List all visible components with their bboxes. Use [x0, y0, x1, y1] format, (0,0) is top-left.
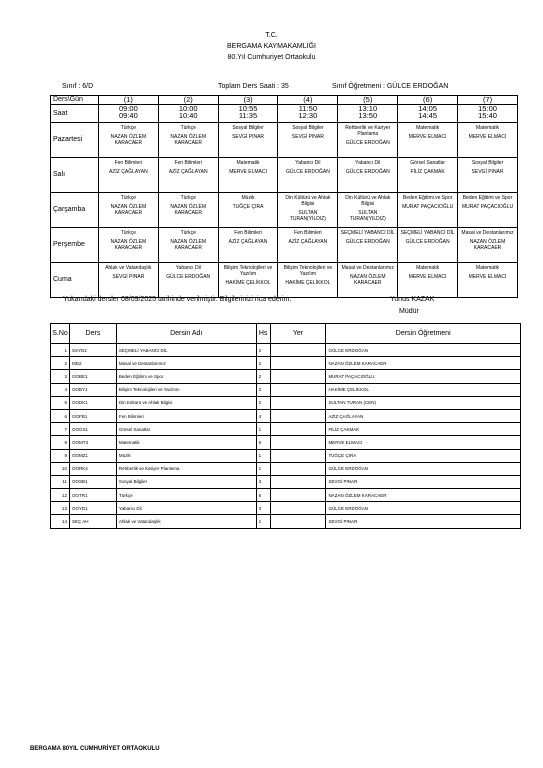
schedule-cell: [158, 263, 218, 298]
schedule-cell: [338, 263, 398, 298]
lesson-name: Ahlak ve Vatandaşlık: [105, 265, 152, 271]
course-name: Rehberlik ve Kariyer Planlama: [116, 462, 256, 475]
lesson-name: Fen Bilimleri: [174, 160, 202, 166]
teacher-name: SEVGİ PINAR: [291, 134, 324, 140]
course-code: OOTR1: [69, 489, 116, 502]
course-location: [270, 344, 326, 357]
day-name: Pazartesi: [51, 123, 99, 158]
teacher-name: MURAT PAÇACIOĞLU: [402, 204, 454, 210]
course-hours: 2: [256, 383, 270, 396]
course-location: [270, 383, 326, 396]
period-end: 12:30: [298, 111, 318, 120]
time-label: Saat: [51, 105, 99, 123]
teacher-name: HAKİME ÇELİKKOL: [285, 280, 331, 286]
course-code: OOSB1: [69, 475, 116, 488]
teacher-name: NAZAN ÖZLEM: [469, 239, 506, 245]
period-end: 13:50: [358, 111, 378, 120]
teacher-surname: KARACAER: [354, 280, 382, 286]
teacher-surname: KARACAER: [174, 210, 202, 216]
schedule-cell: [218, 228, 278, 263]
period-number: (3): [218, 96, 278, 105]
lesson-name: Yabancı Dil: [295, 160, 321, 166]
schedule-day-row: [51, 123, 518, 158]
schedule-cell: [98, 123, 158, 158]
schedule-cell: [98, 158, 158, 193]
schedule-cell: [338, 123, 398, 158]
course-number: 4: [51, 383, 70, 396]
class-label: Sınıf : 6/D: [62, 83, 94, 90]
course-number: 12: [51, 489, 70, 502]
lesson-name: Din Kültürü ve Ahlak Bilgisi: [285, 195, 331, 207]
course-location: [270, 489, 326, 502]
period-number: (7): [458, 96, 518, 105]
schedule-cell: [218, 193, 278, 228]
table-row: [51, 502, 521, 515]
table-row: [51, 409, 521, 422]
teacher-surname: KARACAER: [473, 245, 502, 251]
lesson-name: Beden Eğitimi ve Spor: [462, 195, 513, 201]
teacher-name: NAZAN ÖZLEM: [349, 274, 386, 280]
course-name: Fen Bilimleri: [116, 409, 256, 422]
course-number: 3: [51, 370, 70, 383]
table-row: [51, 475, 521, 488]
lesson-name: Türkçe: [180, 125, 196, 131]
course-teacher: NAZAN ÖZLEM KARACAER: [326, 489, 521, 502]
table-row: [51, 436, 521, 449]
period-start: 14:05: [418, 104, 438, 113]
course-location: [270, 515, 326, 528]
lesson-name: Fen Bilimleri: [234, 230, 262, 236]
period-time: [398, 105, 458, 123]
schedule-day-row: [51, 228, 518, 263]
lesson-name: Sosyal Bilgiler: [292, 125, 324, 131]
schedule-cell: [218, 158, 278, 193]
schedule-cell: [398, 158, 458, 193]
schedule-day-row: [51, 193, 518, 228]
table-row: [51, 383, 521, 396]
teacher-name: AZİZ ÇAĞLAYAN: [168, 169, 208, 175]
course-column-header: Dersin Öğretmeni: [326, 324, 521, 344]
course-code: SSYD2: [69, 344, 116, 357]
course-location: [270, 357, 326, 370]
teacher-surname: TURAN(YILDIZ): [349, 216, 386, 222]
course-hours: 3: [256, 502, 270, 515]
course-code: OOMZ1: [69, 449, 116, 462]
lesson-name: Türkçe: [120, 230, 136, 236]
lesson-name: Görsel Sanatlar: [410, 160, 445, 166]
teacher-surname: KARACAER: [174, 140, 202, 146]
period-time: [98, 105, 158, 123]
schedule-cell: [158, 158, 218, 193]
lesson-name: Matematik: [476, 265, 500, 271]
schedule-cell: [458, 263, 518, 298]
course-teacher: SEVGİ PINAR: [326, 475, 521, 488]
schedule-cell: [158, 193, 218, 228]
lesson-name: Masal ve Destanlarımız: [461, 230, 514, 236]
schedule-cell: [398, 123, 458, 158]
course-location: [270, 462, 326, 475]
schedule-cell: [218, 263, 278, 298]
schedule-cell: [278, 193, 338, 228]
course-number: 2: [51, 357, 70, 370]
course-location: [270, 502, 326, 515]
schedule-cell: [338, 158, 398, 193]
footer-school-name: BERGAMA 80YIL CUMHURİYET ORTAOKULU: [30, 746, 160, 752]
teacher-name: HAKİME ÇELİKKOL: [225, 280, 271, 286]
course-hours: 2: [256, 357, 270, 370]
lesson-name: Fen Bilimleri: [294, 230, 322, 236]
course-code: OOBE1: [69, 370, 116, 383]
teacher-name: NAZAN ÖZLEM: [170, 134, 206, 140]
course-location: [270, 370, 326, 383]
teacher-name: GÜLCE ERDOĞAN: [166, 274, 211, 280]
course-hours: 1: [256, 515, 270, 528]
teacher-surname: KARACAER: [174, 245, 202, 251]
table-row: [51, 370, 521, 383]
table-row: [51, 423, 521, 436]
course-hours: 1: [256, 423, 270, 436]
course-teacher: SEVGİ PINAR: [326, 515, 521, 528]
course-code: OODK1: [69, 396, 116, 409]
course-hours: 2: [256, 370, 270, 383]
period-end: 15:40: [478, 111, 497, 120]
lesson-name: Türkçe: [120, 195, 136, 201]
course-name: Yabancı Dil: [116, 502, 256, 515]
course-location: [270, 396, 326, 409]
table-row: [51, 449, 521, 462]
teacher-name: NAZAN ÖZLEM: [170, 204, 206, 210]
schedule-cell: [98, 228, 158, 263]
teacher-name: MERVE ELMACI: [468, 134, 507, 140]
schedule-cell: [98, 193, 158, 228]
course-code: SEÇ AH: [69, 515, 116, 528]
course-name: Beden Eğitimi ve Spor: [116, 370, 256, 383]
period-time: [218, 105, 278, 123]
lesson-name: Sosyal Bilgiler: [471, 160, 504, 166]
teacher-surname: KARACAER: [114, 140, 143, 146]
course-teacher: SULTAN TURAN (CEN): [326, 396, 521, 409]
course-name: Ahlak ve Vatandaşlık: [116, 515, 256, 528]
course-hours: 2: [256, 344, 270, 357]
table-row: [51, 515, 521, 528]
table-row: [51, 357, 521, 370]
teacher-name: AZİZ ÇAĞLAYAN: [288, 239, 328, 245]
lesson-name: Matematik: [236, 160, 260, 166]
course-name: Din Kültürü ve Ahlak Bilgisi: [116, 396, 256, 409]
period-time: [278, 105, 338, 123]
notice-text: Yukarıdaki dersler 08/09/2025 tarihinde verilmiştir. Bilgilerinizi rica ederim.: [63, 296, 292, 303]
schedule-cell: [458, 123, 518, 158]
table-row: [51, 396, 521, 409]
course-teacher: MERVE ELMACI: [326, 436, 521, 449]
course-name: Bilişim Teknolojileri ve Yazılımı: [116, 383, 256, 396]
course-column-header: Hs: [256, 324, 270, 344]
course-number: 14: [51, 515, 70, 528]
schedule-cell: [278, 228, 338, 263]
course-teacher: NAZAN ÖZLEM KARACAER: [326, 357, 521, 370]
course-number: 13: [51, 502, 70, 515]
course-number: 10: [51, 462, 70, 475]
period-end: 14:45: [418, 111, 438, 120]
course-teacher: GÜLCE ERDOĞAN: [326, 502, 521, 515]
period-start: 09:00: [118, 104, 138, 113]
class-teacher-label: Sınıf Öğretmeni : GÜLCE ERDOĞAN: [332, 83, 449, 90]
course-teacher: HAKİME ÇELİKKOL: [326, 383, 521, 396]
course-code: OOGS1: [69, 423, 116, 436]
schedule-cell: [398, 228, 458, 263]
period-time: [338, 105, 398, 123]
teacher-name: TUĞÇE ÇIRA: [232, 204, 264, 210]
lesson-name: Din Kültürü ve Ahlak Bilgisi: [345, 195, 391, 207]
course-name: Müzik: [116, 449, 256, 462]
course-number: 8: [51, 436, 70, 449]
schedule-day-row: [51, 263, 518, 298]
course-hours: 3: [256, 475, 270, 488]
table-row: [51, 489, 521, 502]
period-start: 10:00: [178, 104, 198, 113]
lesson-name: Fen Bilimleri: [114, 160, 143, 166]
schedule-cell: [458, 193, 518, 228]
period-number: (6): [398, 96, 458, 105]
lesson-name: Türkçe: [120, 125, 136, 131]
course-hours: 1: [256, 462, 270, 475]
course-column-header: Dersin Adı: [116, 324, 256, 344]
course-number: 11: [51, 475, 70, 488]
course-location: [270, 436, 326, 449]
course-code: OOYD1: [69, 502, 116, 515]
schedule-day-row: [51, 158, 518, 193]
period-time: [458, 105, 518, 123]
teacher-name: GÜLCE ERDOĞAN: [345, 169, 390, 175]
teacher-surname: KARACAER: [114, 210, 143, 216]
schedule-cell: [218, 123, 278, 158]
lesson-name: Matematik: [416, 125, 440, 131]
course-location: [270, 423, 326, 436]
course-header-row: [51, 324, 521, 344]
header-school: 80.Yıl Cumhuriyet Ortaokulu: [227, 54, 316, 61]
lesson-name: Bilişim Teknolojileri ve Yazılım: [283, 265, 333, 277]
period-number: (4): [278, 96, 338, 105]
course-teacher: AZİZ ÇAĞLAYAN: [326, 409, 521, 422]
period-number: (2): [158, 96, 218, 105]
lesson-name: Sosyal Bilgiler: [232, 125, 264, 131]
teacher-surname: KARACAER: [114, 245, 143, 251]
period-start: 13:10: [358, 104, 378, 113]
principal-name: Yunus KAZAK: [390, 296, 435, 303]
teacher-name: NAZAN ÖZLEM: [170, 239, 206, 245]
teacher-name: SEVGİ PINAR: [232, 134, 265, 140]
teacher-name: FİLİZ ÇAKMAK: [410, 169, 445, 175]
course-hours: 6: [256, 489, 270, 502]
teacher-name: MERVE ELMACI: [408, 274, 447, 280]
course-code: OOBY1: [69, 383, 116, 396]
course-teacher: GÜLCE ERDOĞAN: [326, 462, 521, 475]
schedule-cell: [338, 193, 398, 228]
lesson-name: Müzik: [241, 195, 255, 201]
course-name: Matematik: [116, 436, 256, 449]
course-code: OOFB1: [69, 409, 116, 422]
day-name: Salı: [51, 158, 99, 193]
course-name: SEÇMELİ YABANCI DİL: [116, 344, 256, 357]
schedule-cell: [278, 158, 338, 193]
teacher-surname: TURAN(YILDIZ): [289, 216, 326, 222]
course-number: 9: [51, 449, 70, 462]
teacher-name: GÜLCE ERDOĞAN: [345, 140, 390, 146]
principal-title: Müdür: [399, 308, 419, 315]
course-column-header: S.No: [51, 324, 70, 344]
lesson-name: Matematik: [416, 265, 440, 271]
lesson-name: Masal ve Destanlarımız: [341, 265, 394, 271]
teacher-name: SULTAN: [358, 210, 378, 216]
teacher-name: SEVGİ PINAR: [112, 274, 145, 280]
schedule-cell: [98, 263, 158, 298]
period-start: 11:50: [298, 104, 317, 113]
lesson-name: Bilişim Teknolojileri ve Yazılım: [223, 265, 273, 277]
total-hours-label: Toplam Ders Saati : 35: [218, 83, 289, 90]
course-location: [270, 475, 326, 488]
teacher-name: SULTAN: [298, 210, 318, 216]
schedule-cell: [458, 158, 518, 193]
teacher-name: GÜLCE ERDOĞAN: [285, 169, 330, 175]
schedule-cell: [158, 123, 218, 158]
day-name: Cuma: [51, 263, 99, 298]
teacher-name: AZİZ ÇAĞLAYAN: [228, 239, 268, 245]
course-teacher: FİLİZ ÇAKMAK: [326, 423, 521, 436]
teacher-name: MURAT PAÇACIOĞLU: [461, 204, 514, 210]
teacher-name: AZİZ ÇAĞLAYAN: [109, 169, 148, 175]
table-row: [51, 462, 521, 475]
schedule-cell: [338, 228, 398, 263]
course-number: 1: [51, 344, 70, 357]
period-start: 10:55: [238, 104, 258, 113]
course-hours: 4: [256, 409, 270, 422]
teacher-name: NAZAN ÖZLEM: [110, 239, 147, 245]
period-end: 10:40: [178, 111, 198, 120]
lesson-name: SEÇMELİ YABANCI DİL: [400, 230, 455, 236]
teacher-name: NAZAN ÖZLEM: [110, 204, 147, 210]
lesson-name: Türkçe: [180, 195, 196, 201]
teacher-name: NAZAN ÖZLEM: [110, 134, 147, 140]
lesson-name: Matematik: [476, 125, 500, 131]
period-end: 11:35: [238, 111, 258, 120]
teacher-name: SEVGİ PINAR: [471, 169, 504, 175]
schedule-cell: [278, 123, 338, 158]
header-district: BERGAMA KAYMAKAMLIĞI: [227, 43, 316, 50]
schedule-period-row: [51, 96, 518, 105]
lesson-name: Türkçe: [180, 230, 196, 236]
course-code: OOMT3: [69, 436, 116, 449]
table-row: [51, 344, 521, 357]
course-teacher: TUĞÇE ÇIRA: [326, 449, 521, 462]
teacher-name: GÜLCE ERDOĞAN: [345, 239, 390, 245]
course-teacher: MURAT PAÇACIOĞLU: [326, 370, 521, 383]
lesson-name: Yabancı Dil: [175, 265, 201, 271]
schedule-cell: [158, 228, 218, 263]
course-hours: 1: [256, 449, 270, 462]
period-number: (1): [98, 96, 158, 105]
corner-label: Ders\Gün: [51, 96, 99, 105]
course-hours: 2: [256, 396, 270, 409]
schedule-cell: [278, 263, 338, 298]
course-number: 5: [51, 396, 70, 409]
lesson-name: Beden Eğitimi ve Spor: [402, 195, 453, 201]
teacher-name: MERVE ELMACI: [408, 134, 447, 140]
schedule-cell: [398, 193, 458, 228]
lesson-name: SEÇMELİ YABANCI DİL: [340, 230, 395, 236]
course-location: [270, 409, 326, 422]
period-number: (5): [338, 96, 398, 105]
day-name: Perşembe: [51, 228, 99, 263]
course-teacher: GÜLCE ERDOĞAN: [326, 344, 521, 357]
course-location: [270, 449, 326, 462]
schedule-time-row: [51, 105, 518, 123]
course-name: Sosyal Bilgiler: [116, 475, 256, 488]
course-column-header: Yer: [270, 324, 326, 344]
course-hours: 5: [256, 436, 270, 449]
course-number: 7: [51, 423, 70, 436]
period-start: 15:00: [478, 104, 497, 113]
schedule-table: [50, 95, 518, 298]
day-name: Çarşamba: [51, 193, 99, 228]
lesson-name: Rehberlik ve Kariyer Planlama: [345, 125, 391, 137]
teacher-name: GÜLCE ERDOĞAN: [405, 239, 450, 245]
schedule-cell: [458, 228, 518, 263]
course-name: Masal ve Destanlarımız: [116, 357, 256, 370]
course-code: OORK4: [69, 462, 116, 475]
period-end: 09:40: [118, 111, 138, 120]
teacher-name: MERVE ELMACI: [229, 169, 267, 175]
course-table: [50, 323, 521, 529]
header-tc: T.C.: [265, 32, 278, 39]
course-code: MD2: [69, 357, 116, 370]
period-time: [158, 105, 218, 123]
course-name: Görsel Sanatlar: [116, 423, 256, 436]
schedule-cell: [398, 263, 458, 298]
course-column-header: Ders: [69, 324, 116, 344]
course-name: Türkçe: [116, 489, 256, 502]
course-number: 6: [51, 409, 70, 422]
teacher-name: MERVE ELMACI: [468, 274, 507, 280]
lesson-name: Yabancı Dil: [355, 160, 381, 166]
